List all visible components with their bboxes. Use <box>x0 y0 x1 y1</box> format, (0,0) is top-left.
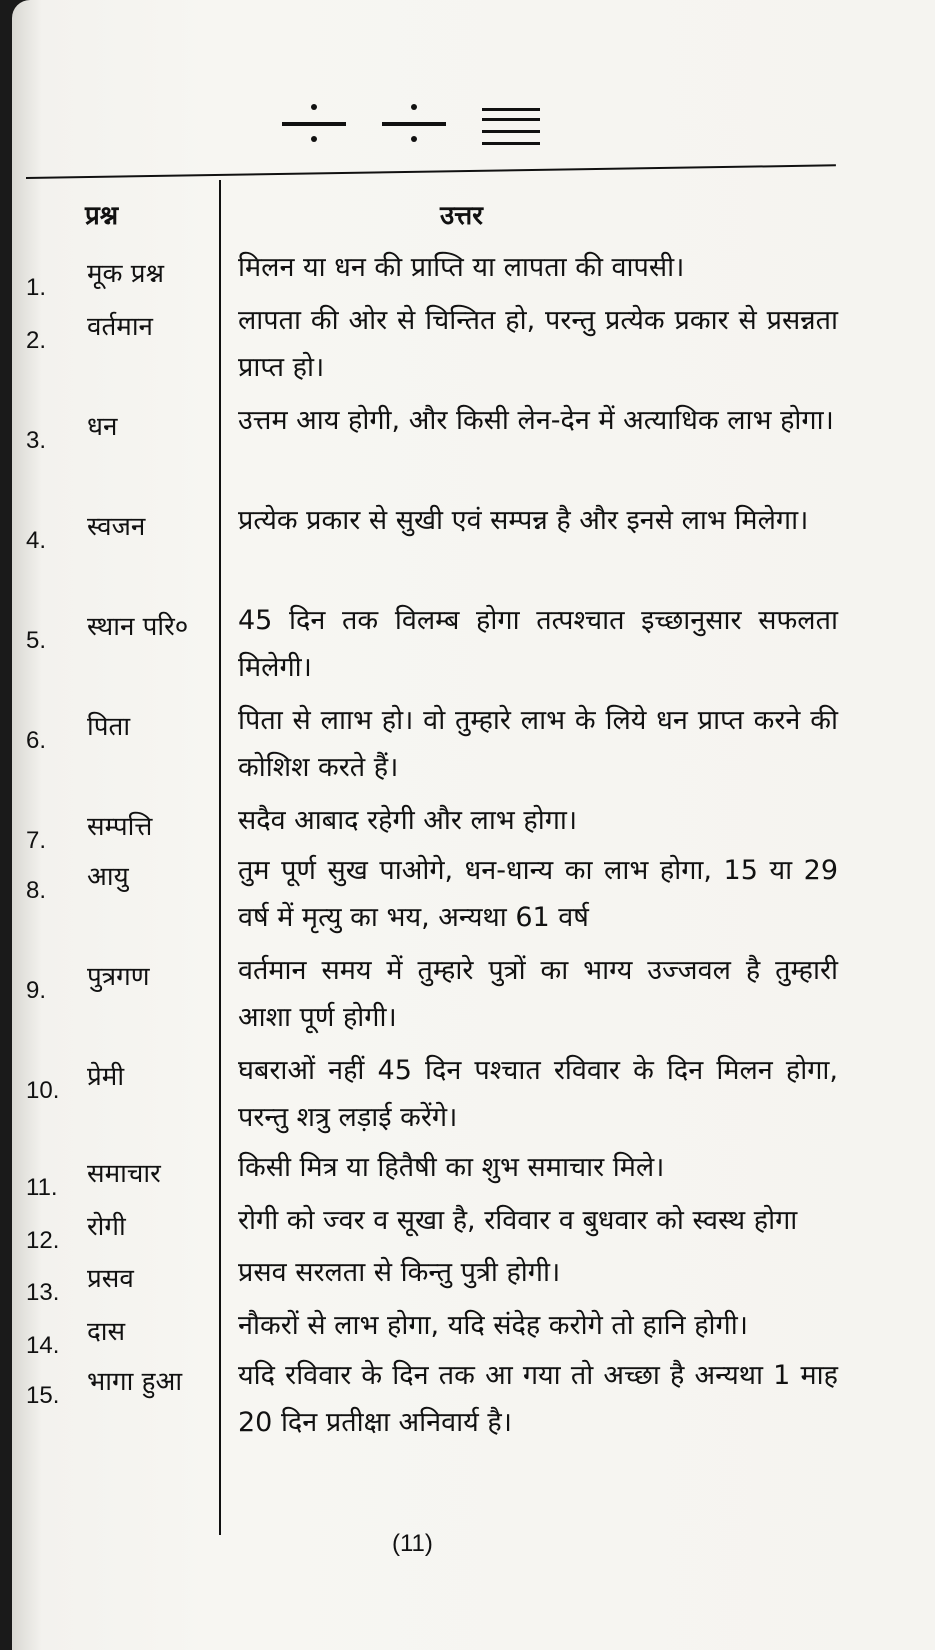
row-topic: पुत्रगण <box>87 962 150 992</box>
row-answer: नौकरों से लाभ होगा, यदि संदेह करोगे तो हानि होगी। <box>238 1310 748 1341</box>
row-number: 11. <box>26 1174 58 1201</box>
row-number: 3. <box>26 427 47 454</box>
row-topic: वर्तमान <box>87 312 153 342</box>
row-topic: मूक प्रश्न <box>87 259 164 289</box>
row-topic: स्वजन <box>87 512 146 542</box>
row-answer: पिता से लााभ हो। वो तुम्हारे लाभ के लिये धन प्राप्त करने की कोशिश करते हैं। <box>238 705 838 783</box>
book-page <box>12 0 935 1650</box>
row-topic: दास <box>87 1317 126 1347</box>
row-number: 5. <box>26 627 47 654</box>
row-topic: प्रेमी <box>87 1062 125 1092</box>
column-header-answer: उत्तर <box>440 201 483 231</box>
row-number: 13. <box>26 1279 60 1306</box>
row-topic: प्रसव <box>87 1264 134 1294</box>
row-answer: प्रसव सरलता से किन्तु पुत्री होगी। <box>238 1257 561 1288</box>
row-number: 2. <box>26 327 47 354</box>
row-number: 10. <box>26 1077 60 1104</box>
row-answer: रोगी को ज्वर व सूखा है, रविवार व बुधवार को स्वस्थ होगा <box>238 1205 798 1236</box>
row-number: 8. <box>26 877 47 904</box>
row-number: 12. <box>26 1227 60 1254</box>
row-answer: सदैव आबाद रहेगी और लाभ होगा। <box>238 805 578 836</box>
row-number: 14. <box>26 1332 60 1359</box>
row-topic: धन <box>87 412 118 442</box>
triple-line-icon <box>482 104 540 154</box>
row-topic: आयु <box>87 862 129 892</box>
row-number: 15. <box>26 1382 60 1409</box>
column-divider <box>219 180 221 1535</box>
row-number: 9. <box>26 977 47 1004</box>
row-topic: सम्पत्ति <box>87 812 153 842</box>
row-answer: प्रत्येक प्रकार से सुखी एवं सम्पन्न है और इनसे लाभ मिलेगा। <box>238 505 809 536</box>
row-number: 1. <box>26 274 47 301</box>
division-sign-icon <box>282 100 346 150</box>
row-number: 6. <box>26 727 47 754</box>
row-answer: उत्तम आय होगी, और किसी लेन-देन में अत्याधिक लाभ होगा। <box>238 405 834 436</box>
row-topic: स्थान परि० <box>87 612 189 642</box>
page-number: (11) <box>392 1530 433 1557</box>
row-topic: समाचार <box>87 1159 161 1189</box>
row-number: 7. <box>26 827 47 854</box>
row-topic: पिता <box>87 712 131 742</box>
row-answer: किसी मित्र या हितैषी का शुभ समाचार मिले। <box>238 1152 665 1183</box>
row-topic: भागा हुआ <box>87 1367 183 1397</box>
row-topic: रोगी <box>87 1212 126 1242</box>
row-answer: यदि रविवार के दिन तक आ गया तो अच्छा है अन्यथा 1 माह 20 दिन प्रतीक्षा अनिवार्य है। <box>238 1360 838 1438</box>
geomantic-figure-symbols <box>282 100 582 170</box>
row-answer: घबराओं नहीं 45 दिन पश्चात रविवार के दिन मिलन होगा, परन्तु शत्रु लड़ाई करेंगे। <box>238 1055 838 1133</box>
column-header-question: प्रश्न <box>85 201 119 231</box>
row-number: 4. <box>26 527 47 554</box>
row-answer: लापता की ओर से चिन्तित हो, परन्तु प्रत्येक प्रकार से प्रसन्नता प्राप्त हो। <box>238 305 838 383</box>
row-answer: तुम पूर्ण सुख पाओगे, धन-धान्य का लाभ होगा, 15 या 29 वर्ष में मृत्यु का भय, अन्यथा 61 वर्ष <box>238 855 838 933</box>
row-answer: 45 दिन तक विलम्ब होगा तत्पश्चात इच्छानुसार सफलता मिलेगी। <box>238 605 838 683</box>
row-answer: मिलन या धन की प्राप्ति या लापता की वापसी। <box>238 252 685 283</box>
row-answer: वर्तमान समय में तुम्हारे पुत्रों का भाग्य उज्जवल है तुम्हारी आशा पूर्ण होगी। <box>238 955 838 1033</box>
division-sign-icon <box>382 100 446 150</box>
